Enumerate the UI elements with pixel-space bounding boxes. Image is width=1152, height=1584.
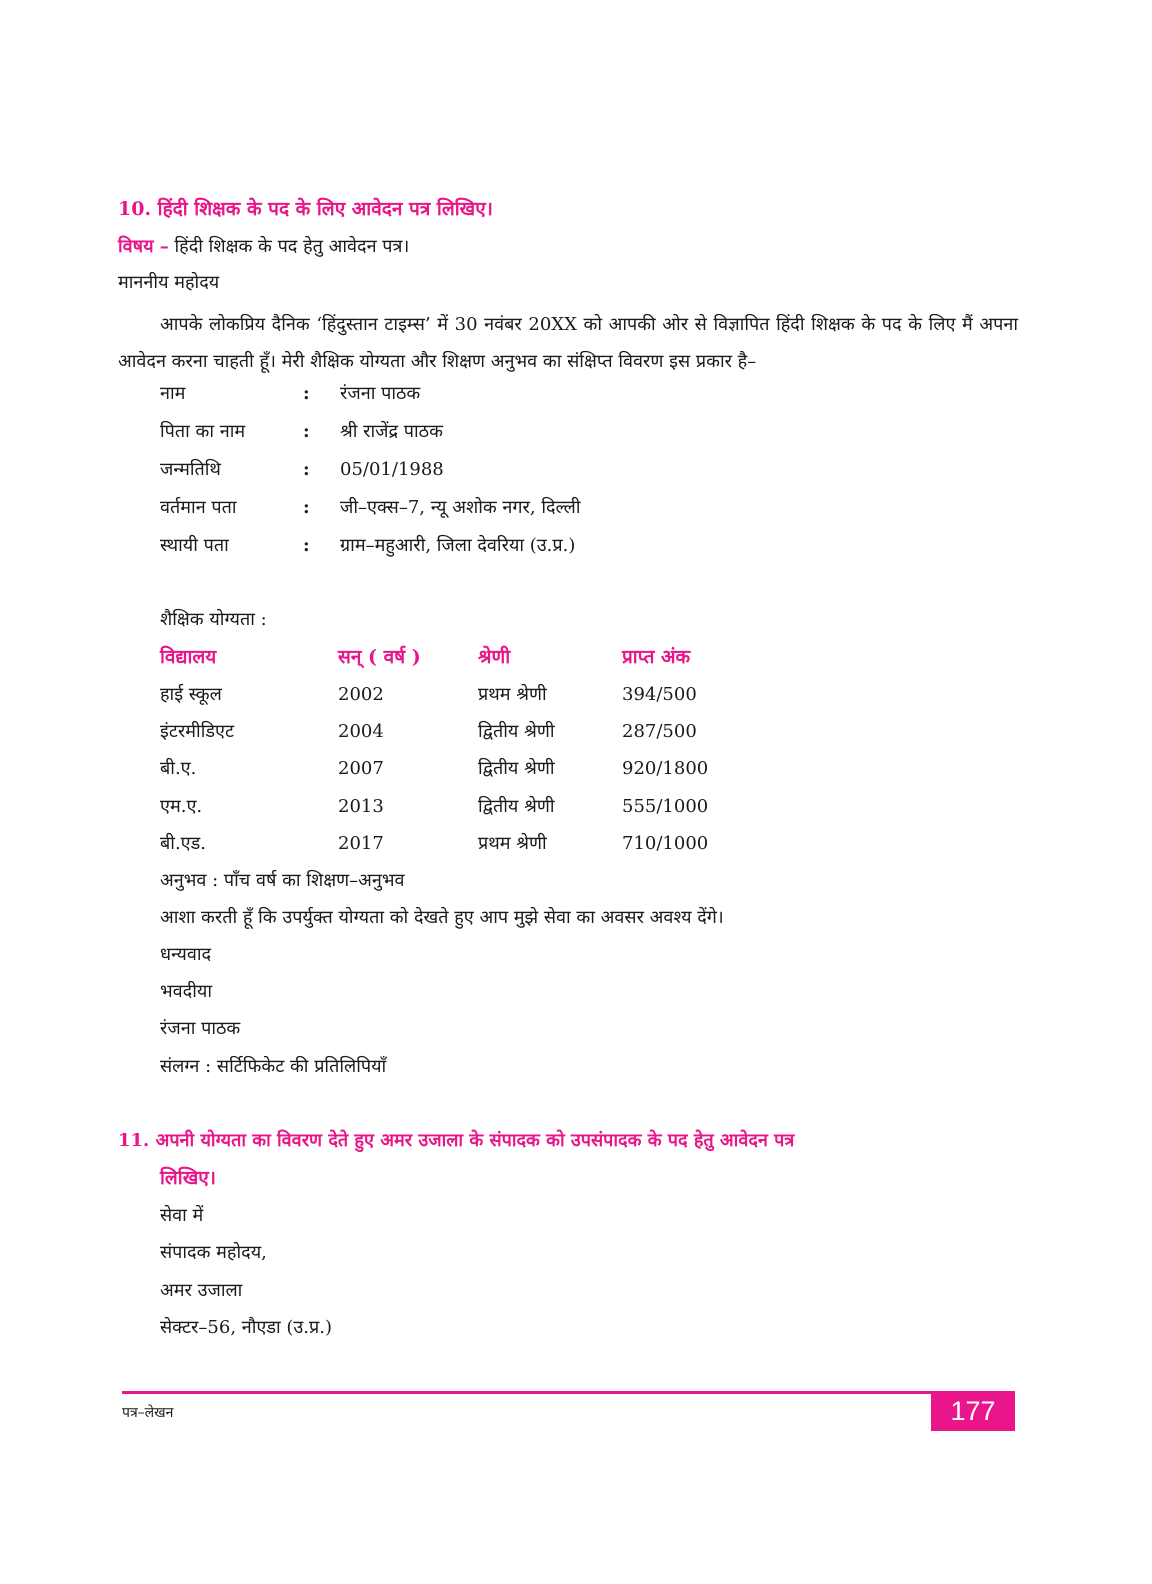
detail-value-father: श्री राजेंद्र पाठक [340,421,443,442]
page-number: 177 [950,1395,996,1426]
table-cell: प्रथम श्रेणी [478,833,547,854]
table-header-year: सन् ( वर्ष ) [338,646,421,668]
table-cell: हाई स्कूल [160,684,222,705]
detail-colon: : [303,497,310,518]
qualification-heading: शैक्षिक योग्यता : [160,609,267,630]
table-cell: प्रथम श्रेणी [478,684,547,705]
table-header-school: विद्यालय [160,646,217,668]
detail-value-name: रंजना पाठक [340,383,421,404]
question-11-heading-line1: 11. अपनी योग्यता का विवरण देते हुए अमर उजाला के संपादक को उपसंपादक के पद हेतु आवेदन पत्र [118,1130,795,1151]
subject-line [118,236,409,258]
footer-section-title: पत्र–लेखन [122,1405,174,1421]
detail-label-permanent-address: स्थायी पता [160,535,229,556]
experience-line: अनुभव : पाँच वर्ष का शिक्षण–अनुभव [160,870,405,891]
table-cell: द्वितीय श्रेणी [478,758,555,779]
table-cell: 710/1000 [622,833,709,854]
table-cell: 394/500 [622,684,697,705]
detail-colon: : [303,383,310,404]
table-cell: 2004 [338,721,384,742]
enclosure-line: संलग्न : सर्टिफिकेट की प्रतिलिपियाँ [160,1056,387,1077]
table-cell: 2002 [338,684,384,705]
thanks-line: धन्यवाद [160,944,212,965]
detail-label-father: पिता का नाम [160,421,246,442]
question-11-heading-line2: लिखिए। [160,1167,216,1189]
address-line: अमर उजाला [160,1280,243,1301]
detail-colon: : [303,535,310,556]
subject-label: विषय – [118,236,169,257]
detail-label-current-address: वर्तमान पता [160,497,237,518]
question-10-heading: 10. हिंदी शिक्षक के पद के लिए आवेदन पत्र लिखिए। [118,198,493,220]
table-header-division: श्रेणी [478,646,511,668]
table-cell: 920/1800 [622,758,709,779]
address-line: सेवा में [160,1205,204,1226]
page-number-badge [931,1391,1015,1431]
table-cell: एम.ए. [160,796,203,817]
hope-line: आशा करती हूँ कि उपर्युक्त योग्यता को देखते हुए आप मुझे सेवा का अवसर अवश्य देंगे। [160,907,724,928]
yours-line: भवदीया [160,981,212,1002]
detail-value-dob: 05/01/1988 [340,459,444,480]
detail-colon: : [303,421,310,442]
detail-label-dob: जन्मतिथि [160,459,221,480]
address-line: संपादक महोदय, [160,1242,267,1263]
letter-paragraph: आपके लोकप्रिय दैनिक ‘हिंदुस्तान टाइम्स’ में 30 नवंबर 20XX को आपकी ओर से विज्ञापित हिंदी शिक्षक के पद के लिए मैं अपना आवेदन करना चाहती हूँ। मेरी शैक्षिक योग्यता और शिक्षण अनुभव का संक्षिप्त विवरण इस प्रकार है– [118,314,1018,372]
detail-label-name: नाम [160,383,186,404]
address-line: सेक्टर–56, नौएडा (उ.प्र.) [160,1317,332,1338]
table-cell: द्वितीय श्रेणी [478,796,555,817]
table-header-marks: प्राप्त अंक [622,646,691,668]
table-cell: बी.एड. [160,833,206,854]
table-cell: 2007 [338,758,384,779]
detail-colon: : [303,459,310,480]
table-cell: द्वितीय श्रेणी [478,721,555,742]
detail-value-permanent-address: ग्राम–महुआरी, जिला देवरिया (उ.प्र.) [340,535,576,556]
table-cell: 555/1000 [622,796,709,817]
subject-text: हिंदी शिक्षक के पद हेतु आवेदन पत्र। [174,236,410,257]
detail-value-current-address: जी–एक्स–7, न्यू अशोक नगर, दिल्ली [340,497,581,518]
table-cell: 2017 [338,833,384,854]
table-cell: इंटरमीडिएट [160,721,235,742]
table-cell: 287/500 [622,721,697,742]
footer-divider [122,1391,1015,1394]
table-cell: 2013 [338,796,384,817]
table-cell: बी.ए. [160,758,197,779]
salutation: माननीय महोदय [118,272,220,293]
signature-line: रंजना पाठक [160,1018,241,1039]
